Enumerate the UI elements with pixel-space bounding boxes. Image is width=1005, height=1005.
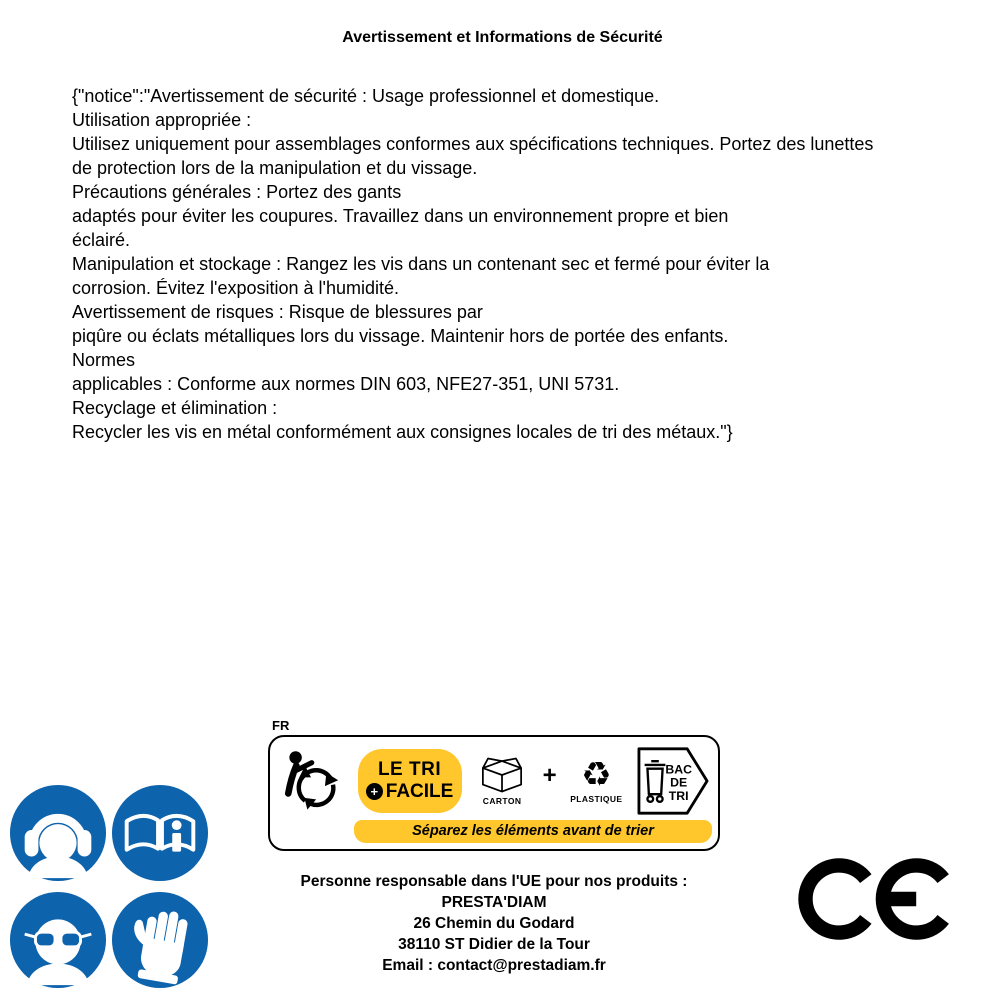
notice-line: Précautions générales : Portez des gants: [72, 182, 402, 202]
bac-de-tri-tag: [636, 746, 710, 816]
address-line: Email : contact@prestadiam.fr: [382, 957, 606, 974]
carton-box-icon: [475, 755, 529, 795]
notice-line: Recyclage et élimination :: [72, 398, 278, 418]
facile-text: FACILE: [385, 780, 454, 802]
eu-responsible-address: [268, 871, 720, 976]
notice-line: Avertissement de risques : Risque de blessures par: [72, 302, 483, 322]
notice-line: Normes: [72, 350, 136, 370]
read-manual-icon: [111, 784, 209, 882]
address-line: 38110 ST Didier de la Tour: [398, 936, 590, 953]
notice-line: Manipulation et stockage : Rangez les vis dans un contenant sec et fermé pour éviter la: [72, 254, 770, 274]
eye-protection-icon: [9, 891, 107, 989]
plus-icon: +: [366, 783, 383, 800]
material-plastique: [570, 757, 622, 804]
notice-line: de protection lors de la manipulation et du vissage.: [72, 158, 478, 178]
address-line: PRESTA'DIAM: [441, 894, 547, 911]
notice-text: [72, 84, 972, 444]
info-tri-box: [268, 735, 720, 851]
notice-line: {"notice":"Avertissement de sécurité : Usage professionnel et domestique.: [72, 86, 660, 106]
country-code-label: FR: [272, 718, 290, 733]
notice-line: applicables : Conforme aux normes DIN 603, NFE27-351, UNI 5731.: [72, 374, 620, 394]
notice-line: Utilisez uniquement pour assemblages conformes aux spécifications techniques. Portez des lunettes: [72, 134, 874, 154]
address-line: Personne responsable dans l'UE pour nos produits :: [300, 873, 688, 890]
notice-line: adaptés pour éviter les coupures. Travaillez dans un environnement propre et bien: [72, 206, 729, 226]
plus-separator: +: [542, 761, 557, 789]
notice-line: éclairé.: [72, 230, 131, 250]
le-tri-facile-badge: [358, 749, 462, 813]
plastique-label: PLASTIQUE: [570, 794, 623, 804]
sort-instruction-band: Séparez les éléments avant de trier: [354, 820, 712, 843]
notice-line: Utilisation appropriée :: [72, 110, 252, 130]
recycling-triangle-icon: ♻: [581, 755, 612, 795]
tri-text: TRI: [668, 788, 689, 803]
carton-label: CARTON: [482, 796, 522, 806]
le-tri-text: LE TRI: [377, 758, 442, 780]
notice-line: corrosion. Évitez l'exposition à l'humidité.: [72, 278, 400, 298]
ear-protection-icon: [9, 784, 107, 882]
mandatory-safety-icons: [9, 784, 209, 989]
notice-line: piqûre ou éclats métalliques lors du vissage. Maintenir hors de portée des enfants.: [72, 326, 729, 346]
de-text: DE: [670, 775, 688, 790]
material-carton: [475, 755, 529, 806]
bac-text: BAC: [665, 761, 692, 776]
protective-gloves-icon: [111, 891, 209, 989]
address-line: 26 Chemin du Godard: [413, 915, 575, 932]
notice-line: Recycler les vis en métal conformément aux consignes locales de tri des métaux."}: [72, 422, 733, 442]
page-title: Avertissement et Informations de Sécurité: [342, 29, 663, 46]
triman-icon: [278, 745, 344, 817]
info-tri-recycling-label: [268, 718, 720, 851]
ce-mark-icon: [798, 852, 966, 946]
